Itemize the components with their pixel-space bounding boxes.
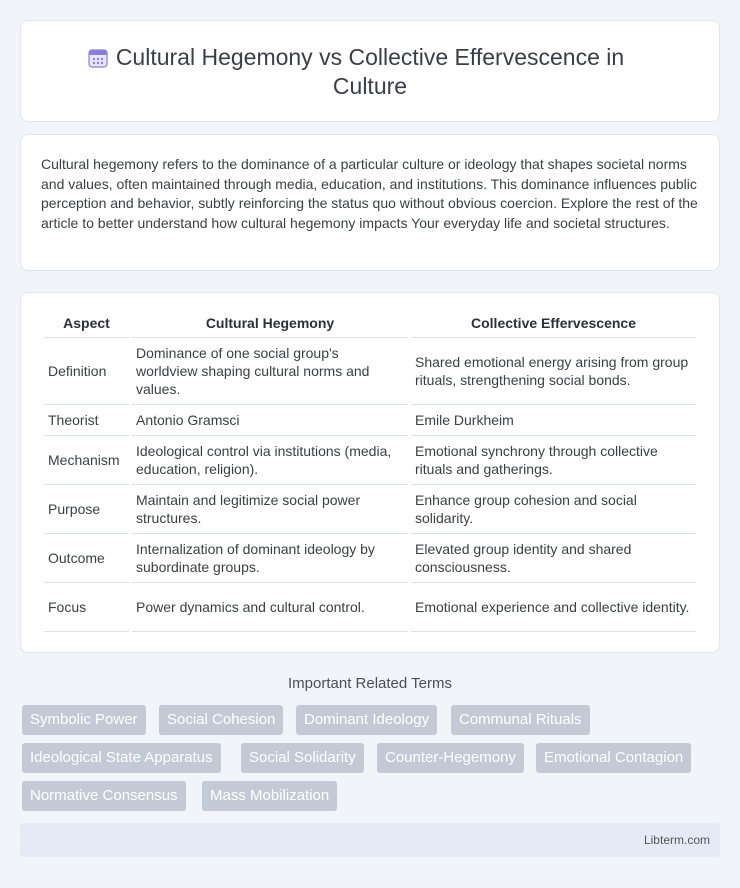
tag-communal-rituals[interactable]: Communal Rituals xyxy=(451,705,590,735)
effervescence-cell: Enhance group cohesion and social solidarity. xyxy=(411,485,696,534)
tag-mass-mobilization[interactable]: Mass Mobilization xyxy=(202,781,337,811)
tag-social-solidarity[interactable]: Social Solidarity xyxy=(241,743,364,773)
footer-site-link[interactable]: Libterm.com xyxy=(643,833,710,847)
effervescence-cell: Shared emotional energy arising from group rituals, strengthening social bonds. xyxy=(411,338,696,405)
effervescence-cell: Emotional experience and collective identity. xyxy=(411,583,696,632)
table-header-row xyxy=(44,315,696,338)
tag-emotional-contagion[interactable]: Emotional Contagion xyxy=(536,743,691,773)
tag-dominant-ideology[interactable]: Dominant Ideology xyxy=(296,705,437,735)
effervescence-cell: Emile Durkheim xyxy=(411,405,696,436)
column-header-collective-effervescence: Collective Effervescence xyxy=(411,315,696,338)
aspect-cell: Definition xyxy=(44,338,129,405)
hegemony-cell: Internalization of dominant ideology by subordinate groups. xyxy=(132,534,408,583)
aspect-cell: Theorist xyxy=(44,405,129,436)
tag-symbolic-power[interactable]: Symbolic Power xyxy=(22,705,146,735)
intro-paragraph: Cultural hegemony refers to the dominance of a particular culture or ideology that shapes societal norms and values, often maintained through media, education, and institutions. This dominance influences public perception and behavior, subtly reinforcing the status quo without obvious coercion. Explore the rest of the article to better understand how cultural hegemony impacts Your everyday life and societal structures. xyxy=(41,156,698,231)
hegemony-cell: Antonio Gramsci xyxy=(132,405,408,436)
aspect-cell: Focus xyxy=(44,583,129,632)
aspect-cell: Purpose xyxy=(44,485,129,534)
hegemony-cell: Maintain and legitimize social power structures. xyxy=(132,485,408,534)
tag-normative-consensus[interactable]: Normative Consensus xyxy=(22,781,186,811)
table-row xyxy=(44,338,696,405)
table-row xyxy=(44,436,696,485)
comparison-table-card xyxy=(20,292,720,653)
hegemony-cell: Power dynamics and cultural control. xyxy=(132,583,408,632)
table-row xyxy=(44,405,696,436)
tag-social-cohesion[interactable]: Social Cohesion xyxy=(159,705,283,735)
effervescence-cell: Emotional synchrony through collective rituals and gatherings. xyxy=(411,436,696,485)
table-row xyxy=(44,534,696,583)
intro-card xyxy=(20,134,720,271)
column-header-aspect: Aspect xyxy=(44,315,129,338)
table-row xyxy=(44,583,696,632)
title-card xyxy=(20,20,720,122)
hegemony-cell: Ideological control via institutions (media, education, religion). xyxy=(132,436,408,485)
table-row xyxy=(44,485,696,534)
aspect-cell: Outcome xyxy=(44,534,129,583)
tag-ideological-state-apparatus[interactable]: Ideological State Apparatus xyxy=(22,743,221,773)
tag-counter-hegemony[interactable]: Counter-Hegemony xyxy=(377,743,524,773)
hegemony-cell: Dominance of one social group's worldview shaping cultural norms and values. xyxy=(132,338,408,405)
aspect-cell: Mechanism xyxy=(44,436,129,485)
effervescence-cell: Elevated group identity and shared consciousness. xyxy=(411,534,696,583)
footer xyxy=(20,823,720,857)
related-terms-title: Important Related Terms xyxy=(288,675,452,692)
column-header-cultural-hegemony: Cultural Hegemony xyxy=(132,315,408,338)
page-title: Cultural Hegemony vs Collective Effervescence in Culture xyxy=(115,44,625,99)
comparison-table xyxy=(41,315,699,632)
